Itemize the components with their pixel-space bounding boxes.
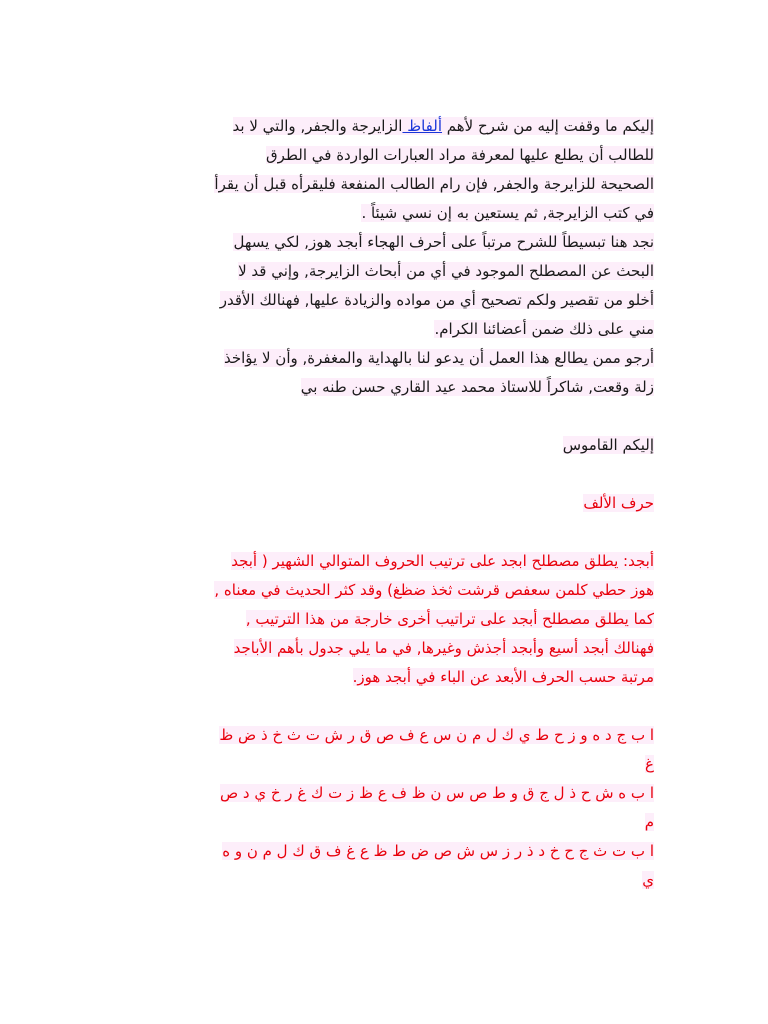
spacer [128, 518, 654, 547]
intro-text-start: إليكم ما وقفت إليه من شرح لأهم [442, 117, 654, 135]
section-title-alif: حرف الألف [583, 494, 654, 512]
intro-line-2: للطالب أن يطلع عليها لمعرفة مراد العبارات الواردة في الطرق [266, 146, 654, 164]
intro-line-10: زلة وقعت, شاكراً للاستاذ محمد عيد القاري حسن طنه بي [300, 378, 654, 396]
alphabet-row-3: ا ب ت ث ج ح خ د ذ ر ز س ش ص ض ط ظ ع غ ف ق ك ل م ن و ه [222, 842, 654, 860]
abjad-definition-line-1: أبجد: يطلق مصطلح ابجد على ترتيب الحروف المتوالي الشهير ( أبجد [231, 552, 654, 570]
spacer [128, 692, 654, 721]
intro-line-5: نجد هنا تبسيطاً للشرح مرتباً على أحرف الهجاء أبجد هوز, لكي يسهل [233, 233, 654, 251]
alfaz-link[interactable]: ألفاظ [402, 117, 443, 135]
alphabet-row-3-wrap: ي [642, 871, 654, 889]
alphabet-row-2-wrap: م [644, 813, 654, 831]
alphabet-row-1: ا ب ج د ه و ز ح ط ي ك ل م ن س ع ف ص ق ر ش ت ث خ ذ ض ظ [219, 726, 654, 744]
spacer [128, 402, 654, 431]
intro-line-8: مني على ذلك ضمن أعضائنا الكرام. [434, 320, 654, 338]
abjad-definition-line-3: كما يطلق مصطلح أبجد على تراتيب أخرى خارجة من هذا الترتيب , [245, 610, 654, 628]
document-body [128, 112, 654, 895]
intro-line-1 [128, 112, 654, 141]
intro-line-4: في كتب الزايرجة, ثم يستعين به إن نسي شيئاً . [361, 204, 654, 222]
alphabet-row-2: ا ب ه ش ح ذ ل ج ق و ط ص س ن ظ ف ع ظ ز ت ك غ ر خ ي د ص [220, 784, 654, 802]
abjad-definition-line-2: هوز حطي كلمن سعفص قرشت ثخذ ضظغ) وقد كثر الحديث في معناه , [214, 581, 654, 599]
abjad-definition-line-4: فهنالك أبجد أسيع وأبجد أجذش وغيرها, في ما يلي جدول بأهم الأباجد [233, 639, 654, 657]
intro-line-9: أرجو ممن يطالع هذا العمل أن يدعو لنا بالهداية والمغفرة, وأن لا يؤاخذ [223, 349, 654, 367]
dictionary-heading: إليكم القاموس [562, 436, 654, 454]
abjad-definition-line-5: مرتبة حسب الحرف الأبعد عن الباء في أبجد هوز. [352, 668, 654, 686]
intro-line-6: البحث عن المصطلح الموجود في أي من أبحاث الزايرجة, وإني قد لا [238, 262, 654, 280]
intro-line-7: أخلو من تقصير ولكم تصحيح أي من مواده والزيادة عليها, فهنالك الأقدر [219, 291, 654, 309]
intro-line-3: الصحيحة للزايرجة والجفر, فإن رام الطالب المنفعة فليقرأه قبل أن يقرأ [214, 175, 654, 193]
intro-text-end: الزايرجة والجفر, والتي لا بد [232, 117, 403, 135]
alphabet-row-1-wrap: غ [645, 755, 654, 773]
spacer [128, 460, 654, 489]
